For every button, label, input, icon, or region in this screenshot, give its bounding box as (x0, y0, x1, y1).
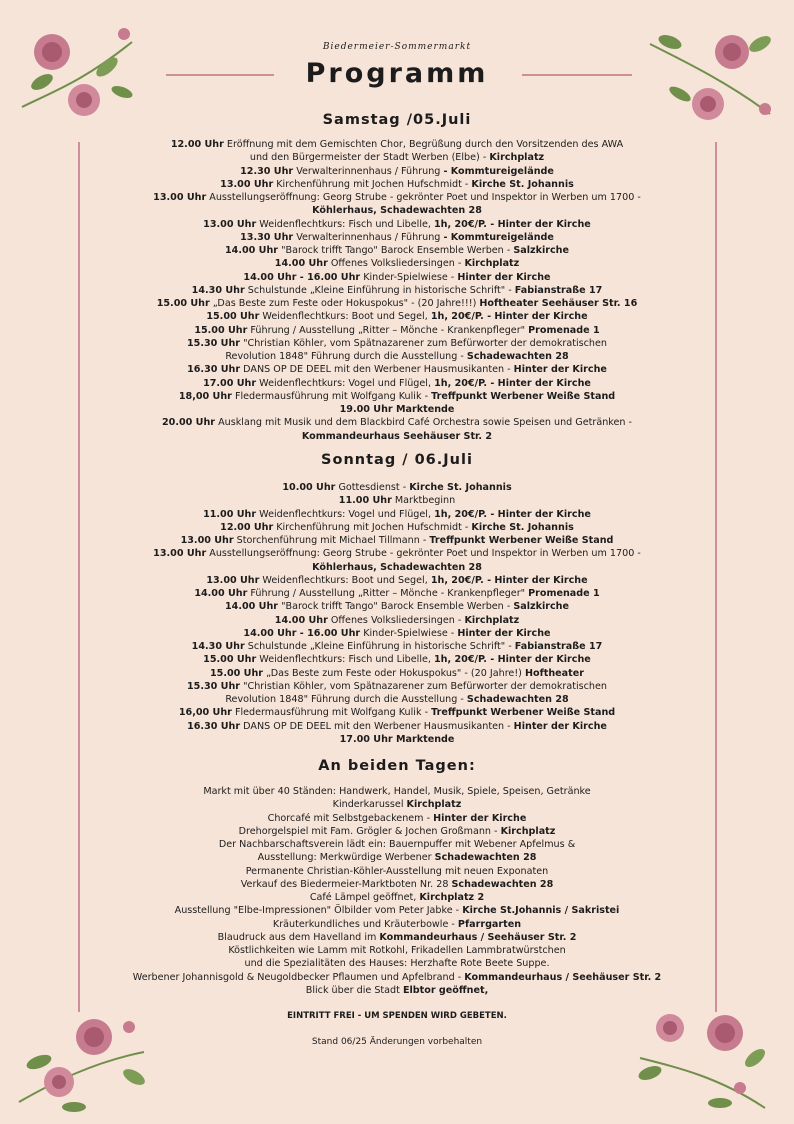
program-line (110, 825, 684, 838)
event-time: 12.00 Uhr (170, 139, 224, 150)
sunday-program (110, 481, 684, 746)
program-line (110, 271, 684, 284)
event-description: Ausstellungseröffnung: Georg Strube - gekrönter Poet und Inspektor in Werben um 1700 - (206, 548, 641, 560)
event-description: Weidenflechtkurs: Fisch und Libelle, (256, 654, 434, 666)
event-description: Ausstellung: Merkwürdige Werbener (257, 852, 435, 864)
event-location: Köhlerhaus, Schadewachten 28 (312, 561, 482, 573)
event-time: 15.00 Uhr (203, 654, 257, 666)
event-description: DANS OP DE DEEL mit den Werbener Hausmusikanten - (240, 720, 514, 732)
program-line (110, 680, 684, 693)
event-location: Pfarrgarten (457, 918, 522, 930)
event-location: Hinter der Kirche (513, 720, 607, 732)
program-line (110, 878, 684, 891)
event-description: Weidenflechtkurs: Vogel und Flügel, (256, 377, 435, 389)
event-description: Drehorgelspiel mit Fam. Grögler & Jochen Großmann - (238, 825, 501, 837)
program-line (110, 547, 684, 560)
page-title: Programm (305, 58, 489, 89)
program-line (110, 324, 684, 337)
event-time: 15.00 Uhr (194, 324, 248, 336)
event-location: Köhlerhaus, Schadewachten 28 (312, 205, 482, 217)
event-description: Blaudruck aus dem Havelland im (217, 931, 380, 943)
event-description: Marktbeginn (391, 495, 456, 507)
event-description: Führung / Ausstellung „Ritter – Mönche - Krankenpfleger" (247, 324, 529, 336)
program-line (110, 838, 684, 851)
event-description: und den Bürgermeister der Stadt Werben (Elbe) - (249, 152, 490, 164)
event-location: 1h, 20€/P. - Hinter der Kirche (433, 654, 591, 666)
event-location: - Kommtureigelände (443, 231, 554, 243)
program-line (110, 403, 684, 416)
program-line (110, 891, 684, 904)
program-line (110, 984, 684, 997)
event-time: 18,00 Uhr (178, 390, 232, 402)
event-time: 13.00 Uhr (203, 218, 257, 230)
event-description: Ausstellung "Elbe-Impressionen" Ölbilder vom Peter Jabke - (174, 905, 463, 917)
event-location: - Kommtureigelände (443, 165, 554, 177)
event-time: 14.30 Uhr (191, 641, 245, 652)
event-description: Ausklang mit Musik und dem Blackbird Café Orchestra sowie Speisen und Getränken - (215, 417, 633, 429)
event-location: Schadewachten 28 (451, 878, 554, 890)
event-description: Weidenflechtkurs: Boot und Segel, (259, 311, 431, 323)
program-line (110, 297, 684, 310)
program-line (110, 600, 684, 613)
program-line (110, 218, 684, 231)
event-time: 13.30 Uhr (240, 231, 294, 243)
event-location: Kirchplatz (464, 614, 520, 626)
program-line (110, 851, 684, 864)
event-description: Schulstunde „Kleine Einführung in historische Schrift" - (244, 641, 515, 652)
event-description: DANS OP DE DEEL mit den Werbener Hausmusikanten - (240, 364, 514, 376)
program-line (110, 667, 684, 680)
event-description: "Christian Köhler, vom Spätnazarener zum Befürworter der demokratischen (240, 680, 607, 692)
event-time: 11.00 Uhr (203, 508, 257, 520)
saturday-program (110, 138, 684, 443)
program-line (110, 350, 684, 363)
event-location: Treffpunkt Werbener Weiße Stand (429, 535, 614, 546)
event-description: Storchenführung mit Michael Tillmann - (233, 535, 430, 546)
event-time: 14.00 Uhr (274, 258, 328, 270)
event-description: Markt mit über 40 Ständen: Handwerk, Handel, Musik, Spiele, Speisen, Getränke (203, 786, 591, 797)
sunday-heading: Sonntag / 06.Juli (321, 452, 473, 468)
program-line (110, 178, 684, 191)
event-time: 13.00 Uhr (220, 178, 274, 190)
event-description: Ausstellungseröffnung: Georg Strube - gekrönter Poet und Inspektor in Werben um 1700 - (206, 192, 641, 203)
event-time: 19.00 Uhr Marktende (339, 404, 455, 415)
event-time: 10.00 Uhr (282, 482, 336, 493)
left-border-line (78, 142, 80, 1012)
event-time: 14.00 Uhr (274, 614, 328, 626)
event-description: Eröffnung mit dem Gemischten Chor, Begrüßung durch den Vorsitzenden des AWA (223, 139, 624, 150)
event-description: Kinder-Spielwiese - (360, 627, 458, 639)
event-location: Kirche St. Johannis (471, 178, 574, 190)
both-days-program (110, 785, 684, 997)
program-line (110, 494, 684, 507)
program-line (110, 614, 684, 627)
event-location: Promenade 1 (528, 324, 600, 336)
event-time: 14.30 Uhr (191, 284, 245, 296)
event-location: Treffpunkt Werbener Weiße Stand (431, 390, 616, 402)
event-description: Schulstunde „Kleine Einführung in historische Schrift" - (244, 284, 515, 296)
event-time: 14.00 Uhr - 16.00 Uhr (243, 627, 361, 639)
event-description: Werbener Johannisgold & Neugoldbecker Pflaumen und Apfelbrand - (132, 971, 465, 983)
program-line (110, 430, 684, 443)
event-time: 13.00 Uhr (206, 574, 260, 586)
event-location: Schadewachten 28 (434, 852, 537, 864)
program-line (110, 904, 684, 917)
event-time: 14.00 Uhr (194, 588, 248, 599)
program-line (110, 363, 684, 376)
event-description: Köstlichkeiten wie Lamm mit Rotkohl, Frikadellen Lammbratwürstchen (228, 945, 566, 956)
event-location: Schadewachten 28 (466, 351, 569, 362)
program-line (110, 416, 684, 429)
event-description: Café Lämpel geöffnet, (309, 892, 420, 903)
event-description: Kräuterkundliches und Kräuterbowle - (272, 918, 458, 930)
event-time: 16,00 Uhr (178, 707, 232, 719)
event-description: Verkauf des Biedermeier-Marktboten Nr. 28 (240, 878, 452, 890)
program-line (110, 377, 684, 390)
event-description: Verwalterinnenhaus / Führung (293, 165, 444, 177)
program-line (110, 534, 684, 547)
event-location: Fabianstraße 17 (514, 284, 603, 296)
program-line (110, 204, 684, 217)
event-location: Elbtor geöffnet, (402, 984, 489, 996)
event-time: 14.00 Uhr (224, 601, 279, 613)
event-location: Promenade 1 (528, 588, 600, 599)
saturday-heading: Samstag /05.Juli (322, 112, 472, 128)
program-line (110, 971, 684, 984)
event-description: „Das Beste zum Feste oder Hokuspokus" - (20 Jahre!!!) (209, 298, 480, 309)
event-location: Salzkirche (513, 245, 570, 256)
right-border-line (715, 142, 717, 1012)
program-line (110, 785, 684, 798)
event-location: Schadewachten 28 (466, 694, 569, 705)
event-time: 12.00 Uhr (220, 521, 274, 533)
event-location: Kommandeurhaus / Seehäuser Str. 2 (464, 971, 662, 983)
event-description: Gottesdienst - (335, 482, 410, 493)
event-description: Fledermausführung mit Wolfgang Kulik - (231, 707, 432, 719)
program-line (110, 720, 684, 733)
event-time: 15.30 Uhr (186, 680, 241, 692)
event-description: Weidenflechtkurs: Vogel und Flügel, (256, 508, 435, 520)
event-time: 20.00 Uhr (161, 417, 216, 429)
event-description: Blick über die Stadt (305, 984, 403, 996)
event-location: Fabianstraße 17 (514, 641, 603, 652)
event-time: 15.00 Uhr (210, 667, 264, 679)
program-line (110, 191, 684, 204)
event-time: 15.00 Uhr (206, 311, 260, 323)
event-description: „Das Beste zum Feste oder Hokuspokus" - (20 Jahre!) (263, 667, 525, 679)
event-location: Hinter der Kirche (457, 627, 551, 639)
event-location: Hinter der Kirche (513, 364, 607, 376)
event-location: 1h, 20€/P. - Hinter der Kirche (430, 311, 588, 323)
program-line (110, 627, 684, 640)
event-location: Kommandeurhaus Seehäuser Str. 2 (301, 430, 493, 442)
event-description: Chorcafé mit Selbstgebackenem - (267, 812, 434, 824)
event-description: Verwalterinnenhaus / Führung (293, 231, 444, 243)
event-time: 16.30 Uhr (187, 720, 241, 732)
event-description: Weidenflechtkurs: Fisch und Libelle, (256, 218, 434, 230)
program-line (110, 151, 684, 164)
event-description: Weidenflechtkurs: Boot und Segel, (259, 574, 431, 586)
event-time: 17.00 Uhr Marktende (339, 733, 455, 745)
event-location: Kirchplatz 2 (419, 892, 485, 903)
event-time: 13.00 Uhr (180, 535, 234, 546)
event-location: Kirchplatz (500, 825, 556, 837)
event-time: 12.30 Uhr (240, 165, 294, 177)
event-description: "Barock trifft Tango" Barock Ensemble Werben - (278, 601, 514, 613)
event-description: Der Nachbarschaftsverein lädt ein: Bauernpuffer mit Webener Apfelmus & (218, 839, 576, 850)
event-description: Revolution 1848" Führung durch die Ausstellung - (225, 351, 467, 362)
event-location: Hoftheater (524, 667, 584, 679)
event-location: Hinter der Kirche (433, 812, 527, 824)
event-location: Hoftheater Seehäuser Str. 16 (479, 298, 638, 309)
program-line (110, 865, 684, 878)
program-line (110, 693, 684, 706)
event-location: 1h, 20€/P. - Hinter der Kirche (434, 377, 591, 389)
program-line (110, 521, 684, 534)
program-line (110, 310, 684, 323)
event-time: 13.00 Uhr (153, 548, 207, 560)
event-location: Salzkirche (513, 601, 570, 613)
program-line (110, 944, 684, 957)
program-line (110, 640, 684, 653)
event-location: Kirchplatz (464, 258, 520, 270)
event-description: Offenes Volksliedersingen - (327, 614, 465, 626)
event-description: Permanente Christian-Köhler-Ausstellung mit neuen Exponaten (245, 865, 549, 877)
event-description: Fledermausführung mit Wolfgang Kulik - (231, 390, 432, 402)
event-description: "Christian Köhler, vom Spätnazarener zum Befürworter der demokratischen (240, 337, 607, 349)
event-location: Hinter der Kirche (457, 271, 551, 283)
program-line (110, 812, 684, 825)
event-time: 13.00 Uhr (153, 192, 207, 203)
event-subtitle: Biedermeier-Sommermarkt (322, 42, 472, 52)
admission-notice: EINTRITT FREI - UM SPENDEN WIRD GEBETEN. (287, 1011, 507, 1021)
event-location: Treffpunkt Werbener Weiße Stand (431, 707, 616, 719)
status-note: Stand 06/25 Änderungen vorbehalten (311, 1037, 483, 1047)
event-location: Kirche St. Johannis (409, 482, 512, 493)
program-line (110, 798, 684, 811)
program-line (110, 918, 684, 931)
program-line (110, 587, 684, 600)
event-description: Kinderkarussel (332, 799, 407, 811)
program-line (110, 733, 684, 746)
event-description: Offenes Volksliedersingen - (327, 258, 465, 270)
program-line (110, 337, 684, 350)
event-time: 11.00 Uhr (338, 495, 392, 507)
event-time: 16.30 Uhr (187, 364, 241, 376)
program-line (110, 931, 684, 944)
event-time: 14.00 Uhr - 16.00 Uhr (243, 271, 361, 283)
event-description: Führung / Ausstellung „Ritter – Mönche - Krankenpfleger" (247, 588, 529, 599)
event-location: Kommandeurhaus / Seehäuser Str. 2 (379, 931, 577, 943)
program-line (110, 508, 684, 521)
both-days-heading: An beiden Tagen: (318, 758, 476, 774)
event-description: Kirchenführung mit Jochen Hufschmidt - (273, 178, 472, 190)
program-line (110, 244, 684, 257)
program-line (110, 231, 684, 244)
event-time: 14.00 Uhr (224, 245, 279, 256)
program-line (110, 957, 684, 970)
event-location: 1h, 20€/P. - Hinter der Kirche (430, 574, 588, 586)
program-line (110, 481, 684, 494)
program-line (110, 390, 684, 403)
event-description: Kinder-Spielwiese - (360, 271, 458, 283)
event-location: Kirche St. Johannis (471, 521, 574, 533)
program-line (110, 165, 684, 178)
program-line (110, 284, 684, 297)
program-line (110, 574, 684, 587)
event-time: 17.00 Uhr (203, 377, 257, 389)
event-time: 15.30 Uhr (186, 337, 241, 349)
program-line (110, 561, 684, 574)
program-line (110, 653, 684, 666)
program-line (110, 257, 684, 270)
program-line (110, 706, 684, 719)
event-description: Kirchenführung mit Jochen Hufschmidt - (273, 521, 472, 533)
event-description: "Barock trifft Tango" Barock Ensemble Werben - (278, 245, 514, 256)
event-time: 15.00 Uhr (156, 298, 210, 309)
program-line (110, 138, 684, 151)
event-description: und die Spezialitäten des Hauses: Herzhafte Rote Beete Suppe. (244, 958, 550, 970)
event-location: Kirche St.Johannis / Sakristei (462, 905, 620, 917)
event-location: 1h, 20€/P. - Hinter der Kirche (433, 218, 591, 230)
event-location: Kirchplatz (489, 152, 545, 164)
event-location: 1h, 20€/P. - Hinter der Kirche (434, 508, 591, 520)
event-location: Kirchplatz (406, 799, 462, 811)
event-description: Revolution 1848" Führung durch die Ausstellung - (225, 694, 467, 705)
